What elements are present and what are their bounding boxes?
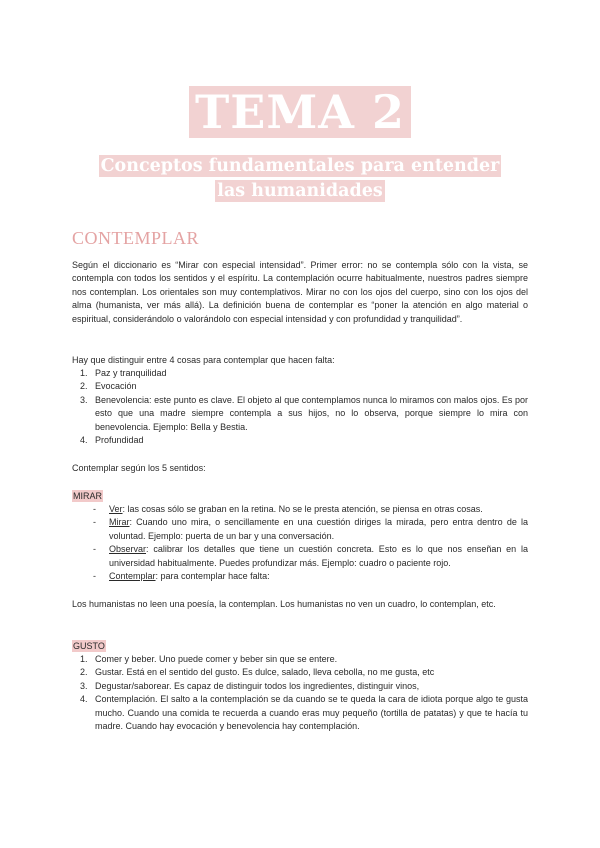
list-item: - Contemplar: para contemplar hace falta:: [93, 571, 270, 582]
four-things-list: [72, 367, 528, 447]
subtitle-block: [90, 154, 510, 204]
intro-paragraph: Según el diccionario es “Mirar con especial intensidad”. Primer error: no se contempla sólo con la vista, se contempla con todos los sentidos y el espíritu. La contemplación ocurre habitualmente, nuestros padres siempre nos contemplan. Los orientales son muy contemplativos. Mirar no con los ojos del cuerpo, sino con los ojos del alma (humanista, ver más allá). La definición buena de contemplar es “poner la atención en algo material o espiritual, considerándolo o valorándolo con especial intensidad y con profundidad y tranquilidad”.: [72, 260, 528, 324]
title-block: [0, 86, 600, 138]
gusto-list: [72, 653, 528, 733]
list-item: 1. Paz y tranquilidad: [80, 368, 167, 378]
list-item: - Mirar: Cuando uno mira, o sencillamente en una cuestión diriges la mirada, pero entra dentro de la voluntad. Ejemplo: puerta de un bar y una conversación.: [93, 517, 528, 541]
section-heading: CONTEMPLAR: [72, 228, 200, 248]
list-item: 4. Profundidad: [80, 435, 144, 446]
mirar-list: [72, 503, 528, 583]
page-subtitle: Conceptos fundamentales para entender las humanidades: [100, 156, 500, 201]
list-item: 4. Contemplación. El salto a la contemplación se da cuando se te queda la cara de idiota porque algo te gusta mucho. Cuando una comida te recuerda a cuando eras muy pequeño (tortilla de patatas) y que te hacía tu madre. Cuando hay evocación y benevolencia hay contemplación.: [80, 694, 528, 732]
humanists-paragraph: Los humanistas no leen una poesía, la contemplan. Los humanistas no ven un cuadro, lo contemplan, etc.: [72, 599, 496, 609]
list-item: - Observar: calibrar los detalles que tiene un cuestión concreta. Esto es lo que nos enseñan en la universidad habitualmente. Puedes profundizar más. Ejemplo: cuadro o paciente rojo.: [93, 544, 528, 568]
four-things-intro: Hay que distinguir entre 4 cosas para contemplar que hacen falta:: [72, 355, 335, 365]
list-item: 3. Benevolencia: este punto es clave. El objeto al que contemplamos nunca lo miramos con malos ojos. Es por esto que una madre siempre contempla a sus hijos, no lo observa, porque siempre lo mira con benevolencia. Ejemplo: Bella y Bestia.: [80, 394, 528, 432]
gusto-label: GUSTO: [73, 641, 105, 651]
list-item: 2. Evocación: [80, 381, 137, 392]
senses-intro: Contemplar según los 5 sentidos:: [72, 463, 206, 473]
list-item: 2. Gustar. Está en el sentido del gusto. Es dulce, salado, lleva cebolla, no me gusta, etc: [80, 667, 435, 678]
mirar-label: MIRAR: [73, 491, 102, 501]
list-item: 1. Comer y beber. Uno puede comer y beber sin que se entere.: [80, 654, 338, 664]
list-item: - Ver: las cosas sólo se graban en la retina. No se le presta atención, se piensa en otras cosas.: [93, 504, 483, 514]
list-item: 3. Degustar/saborear. Es capaz de distinguir todos los ingredientes, distinguir vinos,: [80, 680, 420, 691]
page-title: TEMA 2: [189, 86, 411, 138]
